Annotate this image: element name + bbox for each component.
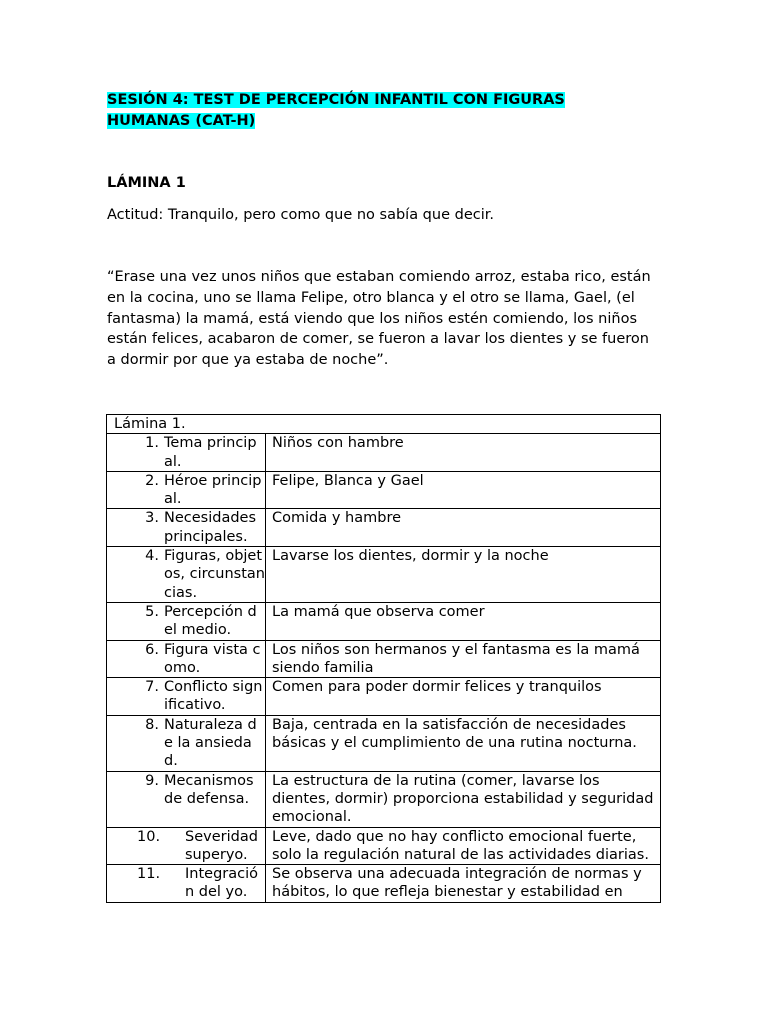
criterion-label: Conflicto significativo.	[164, 679, 263, 714]
criterion-label: Necesidades principales.	[164, 510, 257, 545]
criterion-item	[107, 678, 265, 715]
criterion-value: Los niños son hermanos y el fantasma es la mamá siendo familia	[266, 640, 661, 678]
criterion-cell	[107, 509, 266, 547]
criterion-cell	[107, 865, 266, 903]
session-title-text: SESIÓN 4: TEST DE PERCEPCIÓN INFANTIL CON FIGURAS HUMANAS (CAT-H)	[107, 92, 565, 129]
criterion-cell	[107, 678, 266, 716]
criterion-value: La mamá que observa comer	[266, 602, 661, 640]
table-row	[107, 547, 661, 603]
criterion-number: 10.	[137, 828, 161, 845]
table-row	[107, 865, 661, 903]
criterion-value: Comen para poder dormir felices y tranquilos	[266, 678, 661, 716]
criterion-value: Comida y hambre	[266, 509, 661, 547]
analysis-table	[106, 414, 661, 903]
table-row	[107, 678, 661, 716]
criterion-cell	[107, 827, 266, 865]
criterion-number: 6.	[145, 641, 159, 658]
criterion-value: Felipe, Blanca y Gael	[266, 471, 661, 509]
criterion-label: Integración del yo.	[185, 866, 258, 901]
criterion-label: Severidad superyo.	[185, 828, 258, 863]
criterion-value: La estructura de la rutina (comer, lavarse los dientes, dormir) proporciona estabilidad y seguridad emocional.	[266, 771, 661, 827]
criterion-item	[107, 603, 265, 640]
table-row	[107, 509, 661, 547]
criterion-value: Se observa una adecuada integración de normas y hábitos, lo que refleja bienestar y estabilidad en	[266, 865, 661, 903]
criterion-item	[107, 472, 265, 509]
criterion-item	[107, 509, 265, 546]
criterion-item	[107, 772, 265, 809]
criterion-label: Mecanismos de defensa.	[164, 772, 254, 807]
document-body	[107, 90, 667, 369]
table-row	[107, 715, 661, 771]
criterion-number: 5.	[145, 603, 159, 620]
criterion-cell	[107, 640, 266, 678]
criterion-label: Naturaleza de la ansiedad.	[164, 716, 257, 770]
criterion-number: 8.	[145, 716, 159, 733]
criterion-item	[107, 641, 265, 678]
criterion-label: Héroe principal.	[164, 472, 262, 508]
criterion-number: 2.	[145, 472, 159, 489]
criterion-number: 4.	[145, 548, 159, 565]
criterion-label: Figuras, objetos, circunstancias.	[164, 548, 265, 601]
criterion-value: Leve, dado que no hay conflicto emocional fuerte, solo la regulación natural de las actividades diarias.	[266, 827, 661, 865]
table-row	[107, 640, 661, 678]
criterion-number: 9.	[145, 772, 159, 789]
criterion-cell	[107, 547, 266, 603]
criterion-label: Percepción del medio.	[164, 603, 257, 639]
criterion-item	[107, 547, 265, 602]
criterion-number: 7.	[145, 679, 159, 696]
criterion-cell	[107, 434, 266, 472]
analysis-table-body	[107, 415, 661, 903]
criterion-value: Niños con hambre	[266, 434, 661, 472]
criterion-value: Baja, centrada en la satisfacción de necesidades básicas y el cumplimiento de una rutina nocturna.	[266, 715, 661, 771]
criterion-number: 3.	[145, 510, 159, 527]
table-row	[107, 434, 661, 472]
table-header-cell: Lámina 1.	[107, 415, 661, 434]
criterion-item	[107, 828, 265, 865]
table-row	[107, 602, 661, 640]
criterion-cell	[107, 602, 266, 640]
plate-heading: LÁMINA 1	[107, 175, 186, 191]
criterion-number: 1.	[145, 435, 159, 452]
criterion-item	[107, 716, 265, 771]
criterion-label: Figura vista como.	[164, 641, 261, 676]
criterion-value: Lavarse los dientes, dormir y la noche	[266, 547, 661, 603]
criterion-item	[107, 434, 265, 471]
story-paragraph: “Erase una vez unos niños que estaban comiendo arroz, estaba rico, están en la cocina, uno se llama Felipe, otro blanca y el otro se llama, Gael, (el fantasma) la mamá, está viendo que los niños estén comiendo, los niños están felices, acabaron de comer, se fueron a lavar los dientes y se fueron a dormir por que ya estaba de noche”.	[107, 269, 651, 369]
criterion-number: 11.	[137, 866, 161, 883]
table-row	[107, 771, 661, 827]
table-row	[107, 471, 661, 509]
criterion-cell	[107, 771, 266, 827]
attitude-text: Actitud: Tranquilo, pero como que no sabía que decir.	[107, 207, 494, 223]
session-title	[107, 90, 587, 132]
criterion-label: Tema principal.	[164, 435, 257, 470]
criterion-cell	[107, 471, 266, 509]
table-row	[107, 827, 661, 865]
criterion-item	[107, 865, 265, 902]
table-header-row	[107, 415, 661, 434]
criterion-cell	[107, 715, 266, 771]
